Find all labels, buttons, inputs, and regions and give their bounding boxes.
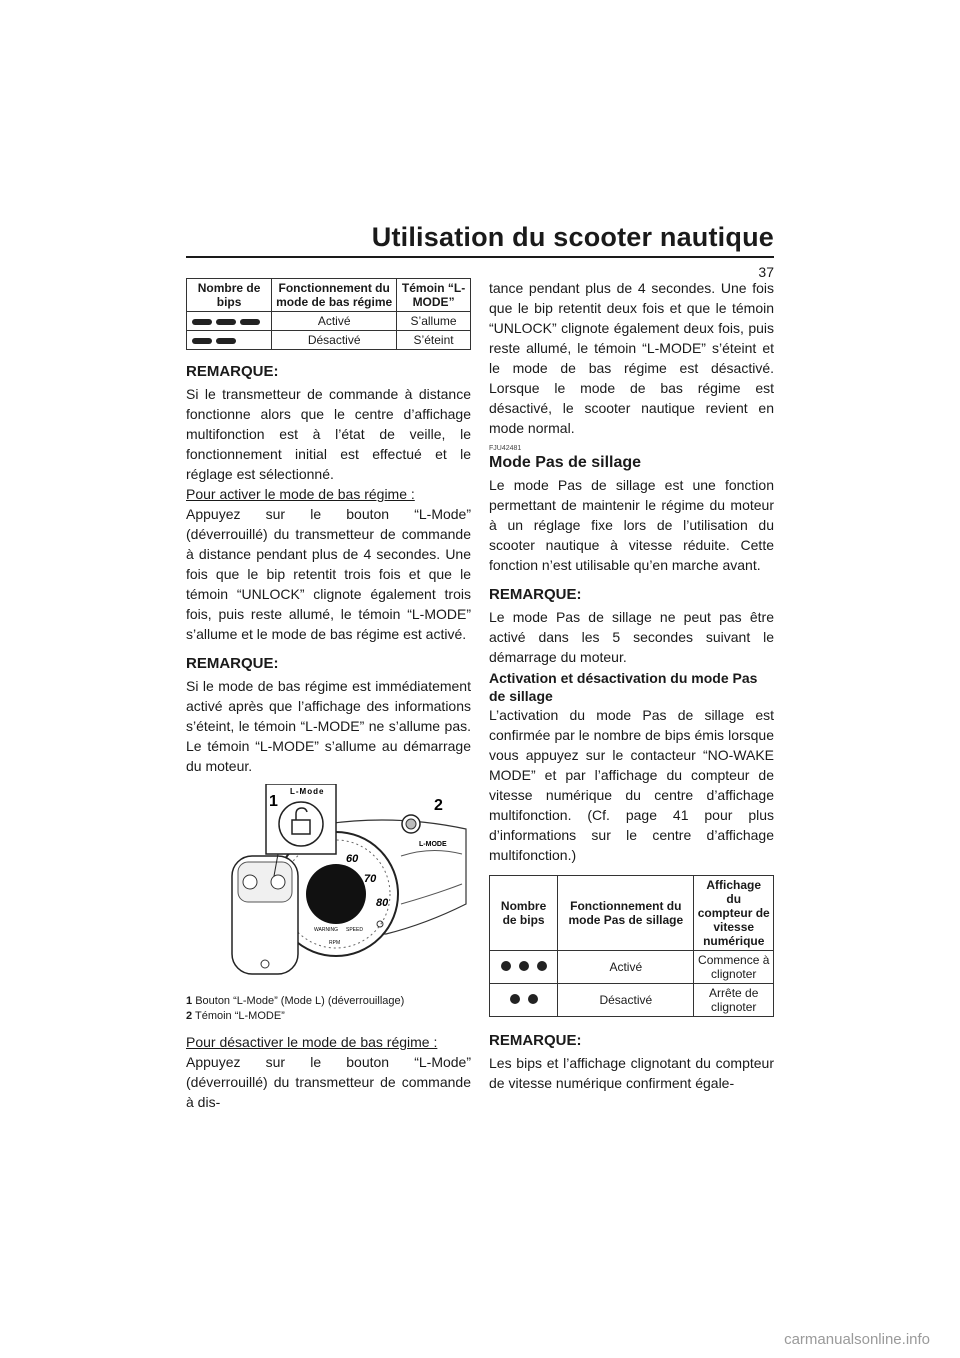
table-cell: Désactivé <box>272 331 397 350</box>
remark-heading: REMARQUE: <box>186 363 279 380</box>
table-header: Nombre de bips <box>490 876 558 951</box>
left-column <box>186 278 471 1112</box>
low-speed-mode-table <box>186 278 471 350</box>
lmode-key-label: L-Mode <box>290 787 325 796</box>
callout-1: 1 <box>269 793 278 810</box>
callout-2: 2 <box>434 797 443 814</box>
remark-text: Si le mode de bas régime est immédiatement activé après que l’affichage des informations s’éteint, le témoin “L-MODE” ne s’allume pas. Le témoin “L-MODE” s’allume au démarrage du moteur. <box>186 678 471 774</box>
two-short-beeps-icon <box>490 984 558 1017</box>
table-row <box>187 331 471 350</box>
remark-text: Si le transmetteur de commande à distance fonctionne alors que le centre d’affichage multifonction est à l’état de veille, le fonctionnement initial est effectué et le réglage est sélectionné. <box>186 386 471 482</box>
page-number: 37 <box>758 264 774 280</box>
table-cell: Activé <box>272 312 397 331</box>
caption-number: 2 <box>186 1010 193 1022</box>
section-title: Mode Pas de sillage <box>489 454 642 471</box>
table-row <box>187 312 471 331</box>
gauge-label-80: 80 <box>376 897 389 909</box>
table-cell: Commence à clignoter <box>694 951 774 984</box>
activate-heading: Pour activer le mode de bas régime : <box>186 486 415 502</box>
subsection-text: L’activation du mode Pas de sillage est confirmée par le nombre de bips émis lorsque vous appuyez sur le contacteur “NO-WAKE MODE” et par l’affichage du compteur de vitesse numérique du centre d’affichage multifonction. (Cf. page 41 pour plus d’informations sur le centre d’affichage multifonction.) <box>489 707 774 863</box>
warning-label: WARNING <box>314 927 338 933</box>
caption-number: 1 <box>186 995 193 1007</box>
three-long-beeps-icon <box>187 312 272 331</box>
table-header: Fonctionnement du mode Pas de sillage <box>558 876 694 951</box>
gauge-label-70: 70 <box>364 873 377 885</box>
gauge-label-60: 60 <box>346 853 359 865</box>
watermark: carmanualsonline.info <box>784 1331 930 1348</box>
figure-caption-1 <box>186 994 471 1009</box>
lmode-illustration <box>186 784 471 994</box>
caption-text: Bouton “L-Mode” (Mode L) (déverrouillage) <box>195 995 405 1007</box>
table-header: Fonctionnement du mode de bas régime <box>272 279 397 312</box>
table-cell: Arrête de clignoter <box>694 984 774 1017</box>
subsection-heading: Activation et désactivation du mode Pas de sillage <box>489 670 758 704</box>
speed-label: SPEED <box>346 927 363 933</box>
table-row <box>490 984 774 1017</box>
table-row <box>490 951 774 984</box>
remark-text: Le mode Pas de sillage ne peut pas être activé dans les 5 secondes suivant le démarrage du moteur. <box>489 609 774 665</box>
table-header: Affichage du compteur de vitesse numérique <box>694 876 774 951</box>
continued-text: tance pendant plus de 4 secondes. Une fois que le bip retentit deux fois et que le témoin “UNLOCK” clignote également deux fois, puis reste allumé, le témoin “L-MODE” s’éteint et le mode de bas régime est désactivé. Lorsque le mode de bas régime est désactivé, le scooter nautique revient en mode normal. <box>489 280 774 436</box>
deactivate-heading: Pour désactiver le mode de bas régime : <box>186 1034 438 1050</box>
rpm-label: RPM <box>329 940 341 946</box>
three-short-beeps-icon <box>490 951 558 984</box>
remark-heading: REMARQUE: <box>489 1032 582 1049</box>
right-column <box>489 278 774 1093</box>
activate-text: Appuyez sur le bouton “L-Mode” (déverrouillé) du transmetteur de commande à distance pendant plus de 4 secondes. Une fois que le bip retentit trois fois et que le témoin “UNLOCK” clignote également trois fois, puis reste allumé, le témoin “L-MODE” s’allume et le mode de bas régime est activé. <box>186 506 471 642</box>
table-cell: S’allume <box>397 312 471 331</box>
header-rule <box>186 256 774 258</box>
section-code: FJU42481 <box>489 445 522 452</box>
caption-text: Témoin “L-MODE” <box>194 1010 285 1022</box>
section-text: Le mode Pas de sillage est une fonction permettant de maintenir le régime du moteur à un réglage fixe lors de l’utilisation du scooter nautique à vitesse réduite. Cette fonction n’est utilisable qu’en marche avant. <box>489 477 774 573</box>
table-header: Nombre de bips <box>187 279 272 312</box>
figure-caption-2 <box>186 1009 471 1024</box>
lmode-panel-label: L-MODE <box>419 841 447 848</box>
two-long-beeps-icon <box>187 331 272 350</box>
remark-heading: REMARQUE: <box>489 586 582 603</box>
table-cell: Désactivé <box>558 984 694 1017</box>
table-cell: S’éteint <box>397 331 471 350</box>
remark-heading: REMARQUE: <box>186 655 279 672</box>
table-header: Témoin “L-MODE” <box>397 279 471 312</box>
remark-text: Les bips et l’affichage clignotant du compteur de vitesse numérique confirment égale- <box>489 1055 774 1091</box>
no-wake-mode-table <box>489 875 774 1017</box>
page-title: Utilisation du scooter nautique <box>371 222 774 252</box>
lmode-figure <box>186 784 471 994</box>
table-cell: Activé <box>558 951 694 984</box>
deactivate-text: Appuyez sur le bouton “L-Mode” (déverrouillé) du transmetteur de commande à dis- <box>186 1054 471 1110</box>
